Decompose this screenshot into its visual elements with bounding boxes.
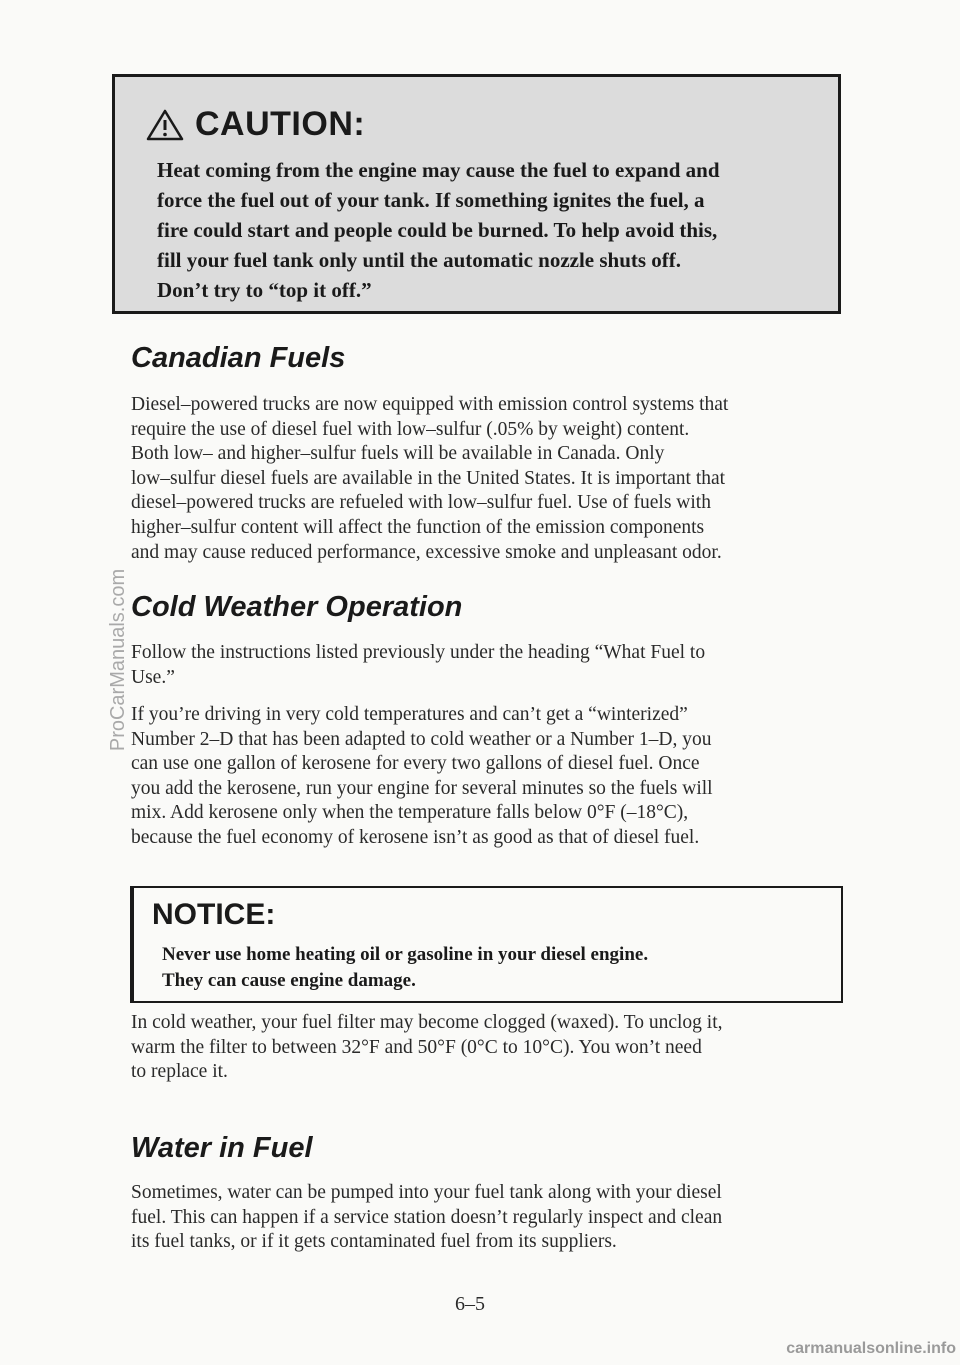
cold-weather-paragraph-2 — [131, 703, 843, 851]
caution-box — [112, 74, 841, 314]
caution-line: force the fuel out of your tank. If something ignites the fuel, a — [157, 188, 705, 212]
cold-weather-paragraph-1 — [131, 641, 843, 690]
text-line: Diesel–powered trucks are now equipped with emission control systems that — [131, 394, 729, 415]
canadian-fuels-paragraph — [131, 393, 843, 565]
caution-heading — [145, 105, 365, 144]
text-line: Follow the instructions listed previously under the heading “What Fuel to — [131, 642, 706, 663]
text-line: mix. Add kerosene only when the temperature falls below 0°F (–18°C), — [131, 802, 689, 824]
side-watermark: ProCarManuals.com — [107, 568, 129, 752]
text-line: warm the filter to between 32°F and 50°F (0°C to 10°C). You won’t need — [131, 1036, 702, 1058]
cold-filter-paragraph — [131, 1011, 843, 1085]
text-line: If you’re driving in very cold temperatures and can’t get a “winterized” — [131, 704, 688, 725]
water-in-fuel-heading: Water in Fuel — [131, 1132, 313, 1164]
text-line: Use.” — [131, 666, 175, 688]
notice-heading: NOTICE: — [152, 898, 276, 931]
caution-line: Don’t try to “top it off.” — [157, 278, 372, 302]
warning-triangle-icon — [145, 108, 185, 142]
text-line: Number 2–D that has been adapted to cold weather or a Number 1–D, you — [131, 728, 712, 750]
caution-heading-text: CAUTION: — [195, 105, 366, 143]
notice-line: They can cause engine damage. — [162, 969, 416, 991]
notice-box — [130, 886, 843, 1003]
text-line: can use one gallon of kerosene for every two gallons of diesel fuel. Once — [131, 753, 700, 775]
text-line: to replace it. — [131, 1061, 228, 1083]
text-line: higher–sulfur content will affect the function of the emission components — [131, 516, 705, 538]
caution-text — [157, 155, 807, 305]
notice-line: Never use home heating oil or gasoline in your diesel engine. — [162, 944, 649, 965]
text-line: Sometimes, water can be pumped into your fuel tank along with your diesel — [131, 1182, 722, 1203]
text-line: and may cause reduced performance, excessive smoke and unpleasant odor. — [131, 541, 722, 563]
canadian-fuels-heading: Canadian Fuels — [131, 342, 346, 374]
caution-line: fill your fuel tank only until the automatic nozzle shuts off. — [157, 248, 682, 272]
water-in-fuel-paragraph — [131, 1181, 843, 1255]
text-line: its fuel tanks, or if it gets contaminated fuel from its suppliers. — [131, 1231, 617, 1253]
text-line: because the fuel economy of kerosene isn’t as good as that of diesel fuel. — [131, 826, 700, 848]
text-line: In cold weather, your fuel filter may become clogged (waxed). To unclog it, — [131, 1012, 723, 1033]
text-line: require the use of diesel fuel with low–sulfur (.05% by weight) content. — [131, 418, 690, 440]
caution-line: fire could start and people could be burned. To help avoid this, — [157, 218, 718, 242]
caution-line: Heat coming from the engine may cause the fuel to expand and — [157, 158, 720, 182]
text-line: diesel–powered trucks are refueled with low–sulfur fuel. Use of fuels with — [131, 492, 711, 514]
bottom-watermark: carmanualsonline.info — [786, 1340, 956, 1357]
notice-text — [162, 942, 648, 993]
page-number: 6–5 — [455, 1293, 485, 1315]
cold-weather-heading: Cold Weather Operation — [131, 591, 463, 623]
text-line: Both low– and higher–sulfur fuels will be available in Canada. Only — [131, 443, 665, 465]
text-line: you add the kerosene, run your engine for several minutes so the fuels will — [131, 777, 713, 799]
text-line: low–sulfur diesel fuels are available in the United States. It is important that — [131, 467, 726, 489]
text-line: fuel. This can happen if a service station doesn’t regularly inspect and clean — [131, 1206, 723, 1228]
